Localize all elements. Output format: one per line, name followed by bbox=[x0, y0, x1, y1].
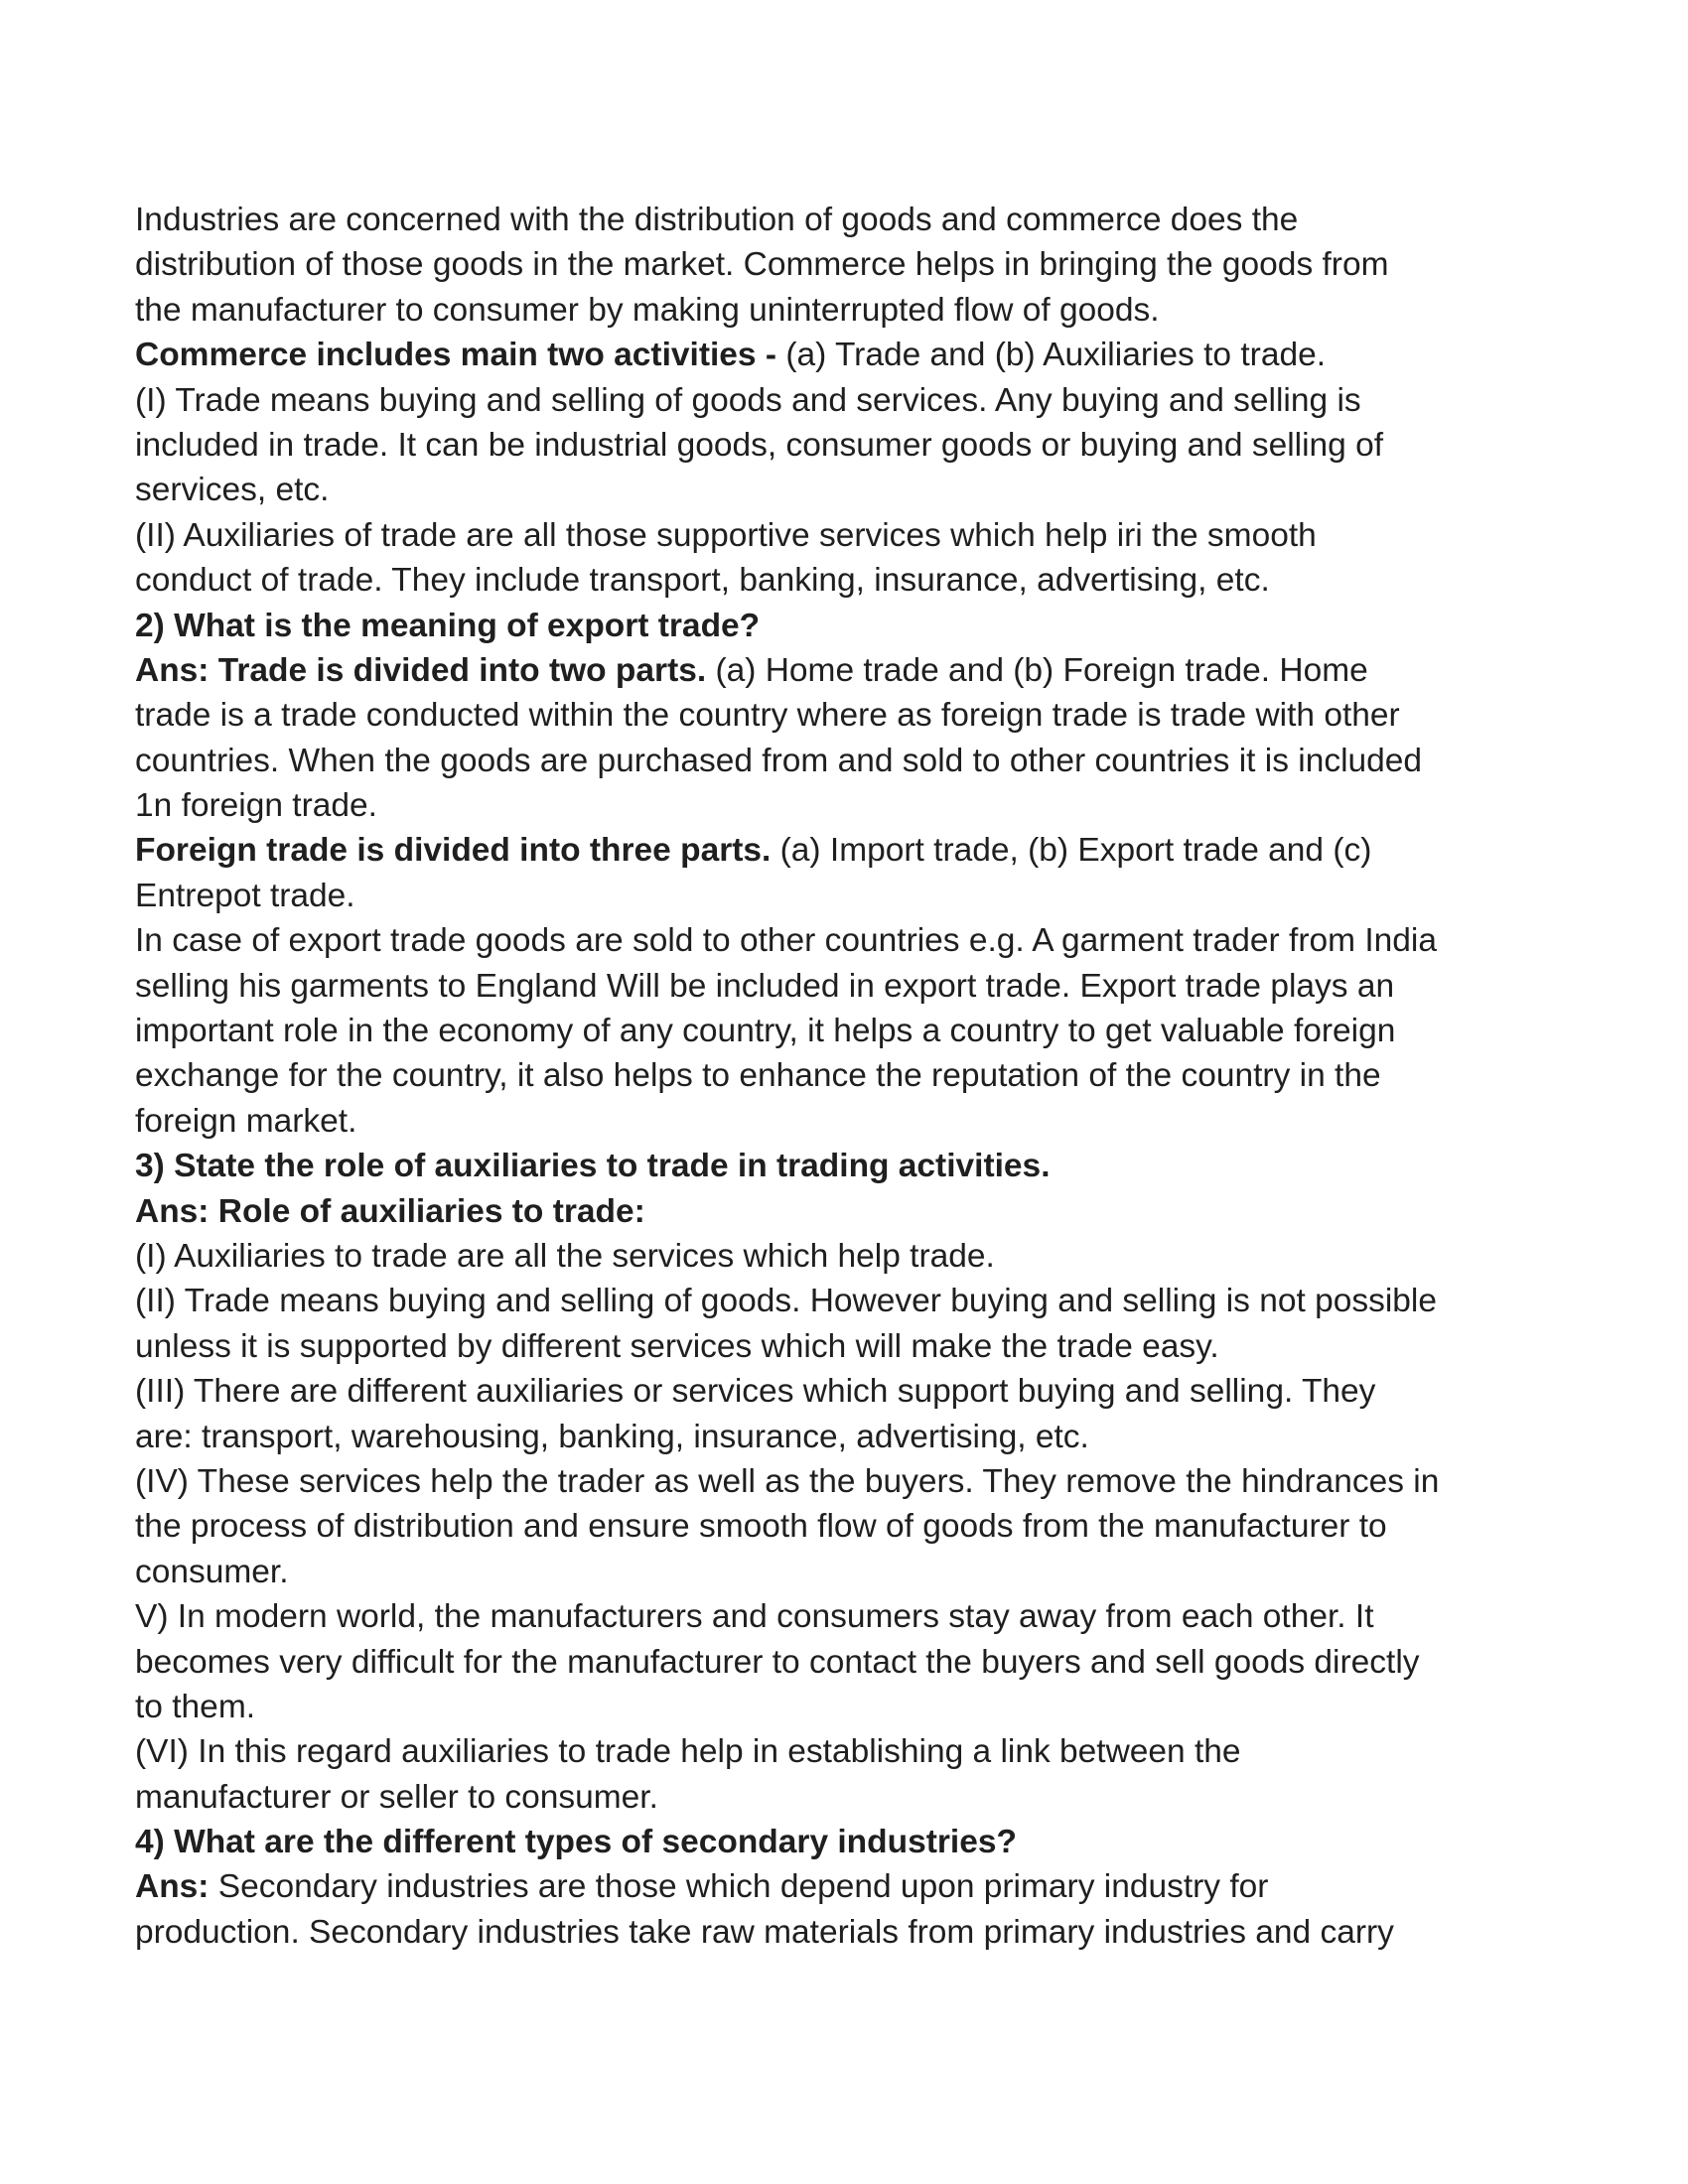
text-line bbox=[135, 198, 1555, 242]
text-run: production. Secondary industries take raw materials from primary industries and carry bbox=[135, 1913, 1394, 1951]
text-line bbox=[135, 1369, 1555, 1414]
bold-text-run: Ans: bbox=[135, 1868, 210, 1906]
text-line bbox=[135, 1504, 1555, 1549]
text-run: unless it is supported by different services which will make the trade easy. bbox=[135, 1327, 1219, 1365]
text-run: (II) Auxiliaries of trade are all those supportive services which help iri the smooth bbox=[135, 516, 1317, 554]
bold-text-run: 3) State the role of auxiliaries to trade in trading activities. bbox=[135, 1148, 1051, 1185]
text-line bbox=[135, 1009, 1555, 1053]
text-line bbox=[135, 693, 1555, 738]
text-run: the process of distribution and ensure smooth flow of goods from the manufacturer to bbox=[135, 1508, 1387, 1546]
text-line bbox=[135, 1594, 1555, 1639]
text-run: countries. When the goods are purchased from and sold to other countries it is included bbox=[135, 742, 1423, 779]
text-line bbox=[135, 423, 1555, 468]
text-run: conduct of trade. They include transport, banking, insurance, advertising, etc. bbox=[135, 562, 1270, 600]
text-run: Secondary industries are those which depend upon primary industry for bbox=[209, 1868, 1269, 1906]
bold-text-run: Ans: Role of auxiliaries to trade: bbox=[135, 1192, 645, 1230]
text-line bbox=[135, 1910, 1555, 1955]
bold-text-run: Commerce includes main two activities - bbox=[135, 337, 786, 374]
text-line bbox=[135, 648, 1555, 693]
text-run: (a) Home trade and (b) Foreign trade. Home bbox=[706, 651, 1368, 689]
text-line bbox=[135, 783, 1555, 828]
text-line bbox=[135, 1640, 1555, 1685]
text-run: Entrepot trade. bbox=[135, 877, 355, 914]
text-run: (I) Trade means buying and selling of goods and services. Any buying and selling is bbox=[135, 381, 1361, 419]
text-run: Industries are concerned with the distribution of goods and commerce does the bbox=[135, 202, 1299, 238]
text-run: (II) Trade means buying and selling of goods. However buying and selling is not possible bbox=[135, 1283, 1437, 1320]
text-run: foreign market. bbox=[135, 1102, 357, 1140]
text-run: exchange for the country, it also helps to enhance the reputation of the country in the bbox=[135, 1057, 1381, 1095]
text-run: (III) There are different auxiliaries or services which support buying and selling. They bbox=[135, 1373, 1376, 1411]
text-line bbox=[135, 333, 1555, 377]
text-run: services, etc. bbox=[135, 472, 330, 509]
text-run: are: transport, warehousing, banking, insurance, advertising, etc. bbox=[135, 1418, 1089, 1455]
text-line bbox=[135, 739, 1555, 783]
text-run: selling his garments to England Will be included in export trade. Export trade plays an bbox=[135, 967, 1395, 1005]
text-run: (I) Auxiliaries to trade are all the services which help trade. bbox=[135, 1237, 995, 1275]
text-line bbox=[135, 918, 1555, 963]
text-line bbox=[135, 1820, 1555, 1864]
text-run: becomes very difficult for the manufacturer to contact the buyers and sell goods directly bbox=[135, 1643, 1420, 1681]
text-line bbox=[135, 1279, 1555, 1323]
text-run: 1n foreign trade. bbox=[135, 787, 377, 825]
text-line bbox=[135, 1234, 1555, 1279]
bold-text-run: Foreign trade is divided into three parts. bbox=[135, 832, 772, 870]
bold-text-run: Ans: Trade is divided into two parts. bbox=[135, 651, 707, 689]
text-line bbox=[135, 1099, 1555, 1144]
text-run: (a) Trade and (b) Auxiliaries to trade. bbox=[785, 337, 1327, 374]
text-line bbox=[135, 288, 1555, 333]
bold-text-run: 4) What are the different types of secondary industries? bbox=[135, 1824, 1017, 1861]
text-line bbox=[135, 874, 1555, 918]
text-run: V) In modern world, the manufacturers and consumers stay away from each other. It bbox=[135, 1598, 1374, 1636]
text-line bbox=[135, 1189, 1555, 1234]
text-line bbox=[135, 1144, 1555, 1188]
text-run: (IV) These services help the trader as well as the buyers. They remove the hindrances in bbox=[135, 1462, 1440, 1500]
text-run: (a) Import trade, (b) Export trade and (c) bbox=[771, 832, 1372, 870]
text-line bbox=[135, 468, 1555, 512]
text-line bbox=[135, 1324, 1555, 1369]
text-line bbox=[135, 964, 1555, 1009]
text-line bbox=[135, 828, 1555, 873]
text-line bbox=[135, 242, 1555, 287]
text-line bbox=[135, 604, 1555, 648]
text-run: consumer. bbox=[135, 1553, 289, 1590]
text-run: manufacturer or seller to consumer. bbox=[135, 1778, 658, 1816]
text-line bbox=[135, 558, 1555, 603]
text-run: distribution of those goods in the market. Commerce helps in bringing the goods from bbox=[135, 246, 1389, 284]
bold-text-run: 2) What is the meaning of export trade? bbox=[135, 607, 761, 644]
text-line bbox=[135, 1685, 1555, 1729]
text-run: In case of export trade goods are sold to other countries e.g. A garment trader from India bbox=[135, 922, 1437, 960]
text-run: the manufacturer to consumer by making uninterrupted flow of goods. bbox=[135, 291, 1160, 329]
text-line bbox=[135, 1459, 1555, 1504]
text-run: (VI) In this regard auxiliaries to trade help in establishing a link between the bbox=[135, 1733, 1241, 1771]
text-line bbox=[135, 513, 1555, 558]
text-run: to them. bbox=[135, 1688, 256, 1725]
text-line bbox=[135, 1729, 1555, 1774]
text-line bbox=[135, 1775, 1555, 1820]
text-run: important role in the economy of any country, it helps a country to get valuable foreign bbox=[135, 1013, 1396, 1050]
document-page bbox=[135, 198, 1555, 1955]
text-line bbox=[135, 1415, 1555, 1459]
text-line bbox=[135, 1864, 1555, 1909]
text-run: trade is a trade conducted within the country where as foreign trade is trade with other bbox=[135, 697, 1400, 735]
text-line bbox=[135, 378, 1555, 423]
text-line bbox=[135, 1550, 1555, 1594]
text-run: included in trade. It can be industrial goods, consumer goods or buying and selling of bbox=[135, 426, 1384, 464]
text-line bbox=[135, 1053, 1555, 1098]
